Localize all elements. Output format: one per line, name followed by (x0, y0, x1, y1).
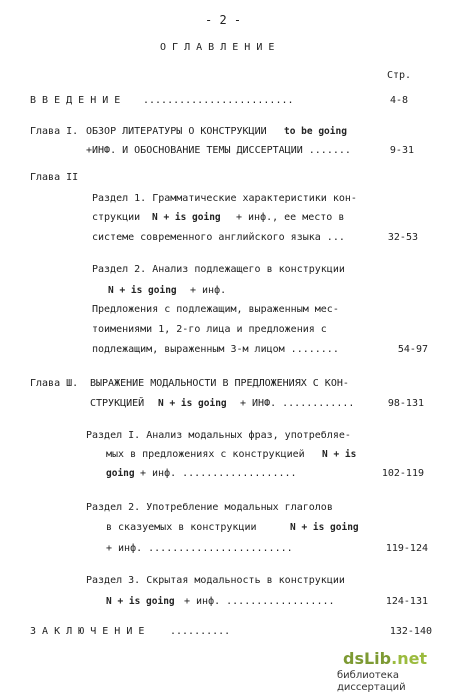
toc-ch3-s1-line3b: + инф. ................... (140, 468, 297, 479)
toc-ch3-s1-line2b: N + is (322, 449, 357, 460)
toc-conclusion-leader: .......... (170, 626, 231, 637)
page-number: - 2 - (205, 13, 242, 27)
toc-ch3-s1-line2a: мых в предложениях с конструкцией (106, 449, 305, 460)
toc-ch3-s2-line2a: в сказуемых в конструкции (106, 522, 257, 533)
page-column-label: Стр. (387, 70, 412, 81)
toc-ch3-s2-line1: Раздел 2. Употребление модальных глаголов (86, 502, 333, 513)
dslib-logo-main: dsLib (343, 649, 392, 668)
toc-ch2-s1-line3: системе современного английского языка ... (92, 232, 345, 243)
toc-ch3-s2-line3: + инф. ........................ (106, 543, 293, 554)
toc-intro-pages: 4-8 (389, 95, 408, 106)
toc-ch1-title-a: ОБЗОР ЛИТЕРАТУРЫ О КОНСТРУКЦИИ (86, 126, 267, 137)
toc-ch3-s3-line2b: + инф. .................. (184, 596, 335, 607)
toc-conclusion-label: З А К Л Ю Ч Е Н И Е (30, 626, 145, 637)
toc-ch3-s3-pages: 124-131 (385, 596, 428, 607)
toc-ch2-s1-line2a: струкции (92, 212, 141, 223)
toc-ch3-title-line2b: N + is going (158, 398, 227, 409)
watermark-subtitle: библиотека диссертаций (337, 670, 406, 693)
toc-ch3-pages: 98-131 (387, 398, 424, 409)
toc-ch3-s1-line3a: going (106, 468, 135, 479)
toc-ch1-title-b: to be going (284, 126, 347, 137)
toc-ch1-pages: 9-31 (389, 145, 414, 156)
toc-ch2-s2-line4: тоимениями 1, 2-го лица и предложения с (92, 324, 327, 335)
toc-ch3-s1-pages: 102-119 (381, 468, 424, 479)
page-title: О Г Л А В Л Е Н И Е (160, 42, 275, 53)
dslib-logo[interactable] (343, 650, 427, 668)
toc-intro-leader: ......................... (143, 95, 294, 106)
toc-ch2-s1-line2c: + инф., ее место в (236, 212, 345, 223)
toc-ch2-s1-line2b: N + is going (152, 212, 221, 223)
toc-ch3-s1-line1: Раздел I. Анализ модальных фраз, употребляе- (86, 430, 351, 441)
toc-ch3-s3-line1: Раздел 3. Скрытая модальность в конструкции (86, 575, 345, 586)
toc-ch2-s2-line2a: N + is going (108, 285, 177, 296)
toc-conclusion-pages: 132-140 (389, 626, 432, 637)
toc-ch3-title-line2a: СТРУКЦИЕЙ (90, 398, 145, 409)
toc-ch3-title-line1: ВЫРАЖЕНИЕ МОДАЛЬНОСТИ В ПРЕДЛОЖЕНИЯХ С КОН- (90, 378, 349, 389)
toc-ch2-s2-line5: подлежащим, выраженным 3-м лицом ........ (92, 344, 339, 355)
toc-ch2-s1-pages: 32-53 (387, 232, 418, 243)
toc-ch2-s2-line1: Раздел 2. Анализ подлежащего в конструкции (92, 264, 345, 275)
toc-ch3-label: Глава Ш. (30, 378, 79, 389)
toc-ch3-title-line2c: + ИНФ. ............ (240, 398, 355, 409)
toc-ch3-s3-line2a: N + is going (106, 596, 175, 607)
toc-ch2-s1-line1: Раздел 1. Грамматические характеристики кон- (92, 193, 357, 204)
toc-ch3-s2-pages: 119-124 (385, 543, 428, 554)
toc-ch2-s2-line3: Предложения с подлежащим, выраженным мес- (92, 304, 339, 315)
toc-ch1-title-c: +ИНФ. И ОБОСНОВАНИЕ ТЕМЫ ДИССЕРТАЦИИ ....... (86, 145, 351, 156)
toc-intro-label: В В Е Д Е Н И Е (30, 95, 121, 106)
toc-ch2-s2-line2b: + инф. (190, 285, 227, 296)
toc-ch1-label: Глава I. (30, 126, 79, 137)
toc-ch3-s2-line2b: N + is going (290, 522, 359, 533)
dslib-logo-tld: .net (391, 649, 428, 668)
toc-ch2-s2-pages: 54-97 (397, 344, 428, 355)
toc-ch2-label: Глава II (30, 172, 79, 183)
